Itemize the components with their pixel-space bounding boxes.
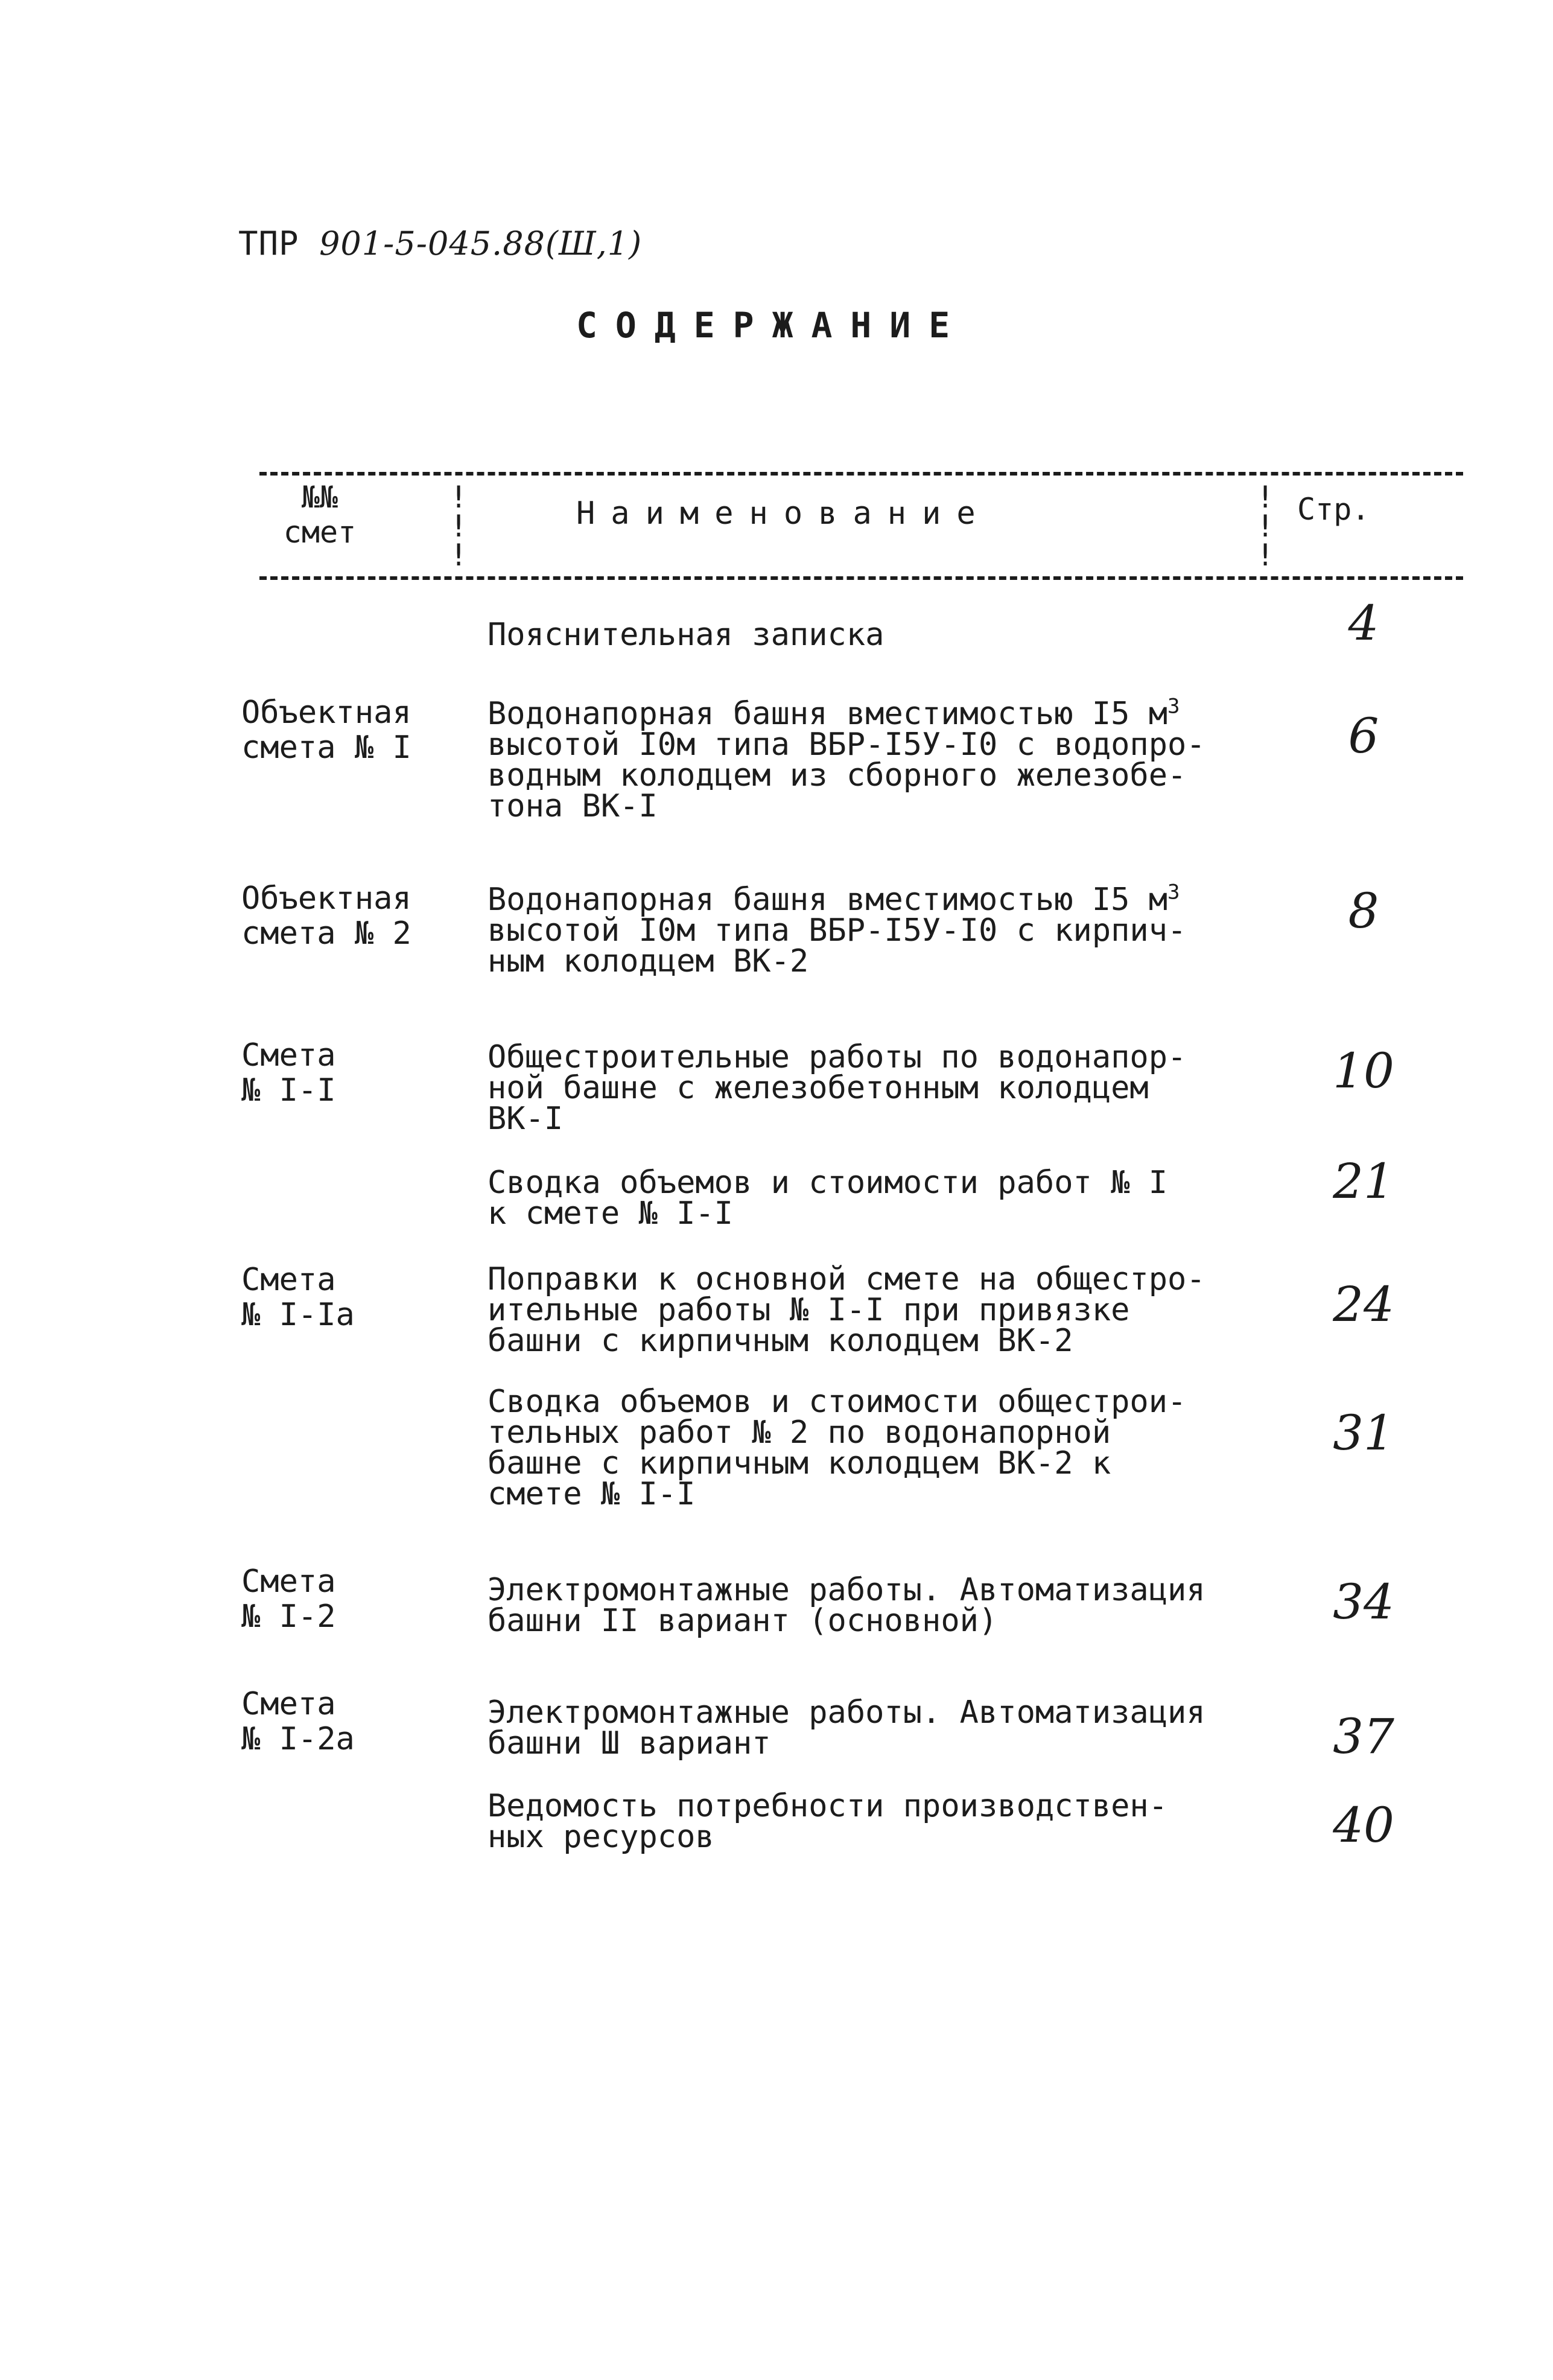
column-divider-left: ! ! ! [449, 480, 468, 573]
table-row-page: 8 [1348, 883, 1379, 939]
table-row-page: 6 [1348, 708, 1379, 764]
page-title: СОДЕРЖАНИЕ [576, 305, 968, 346]
table-header-rule [259, 576, 1463, 580]
table-row-name [487, 694, 1272, 824]
column-header-code: №№ смет [283, 480, 357, 550]
table-row-page: 24 [1333, 1276, 1394, 1332]
table-row-name-line1: Водонапорная башня вместимостью I5 м [487, 696, 1168, 732]
column-header-name: Наименование [576, 495, 991, 532]
table-top-rule [259, 472, 1463, 476]
document-number: 901-5-045.88(Ш,1) [319, 224, 643, 262]
table-row-code: Объектная смета № 2 [241, 880, 411, 952]
table-row-code: Объектная смета № I [241, 695, 411, 766]
table-row-name-rest: высотой I0м типа ВБР-I5У-I0 с водопро- водным колодцем из сборного железобе- тона ВК-I [487, 727, 1205, 824]
table-row-page: 21 [1333, 1153, 1394, 1209]
table-row-name-rest: высотой I0м типа ВБР-I5У-I0 с кирпич- ным колодцем ВК-2 [487, 912, 1187, 979]
table-row-page: 4 [1348, 595, 1379, 651]
table-row-page: 37 [1333, 1708, 1394, 1764]
table-row-code: Смета № I-Iа [241, 1262, 355, 1333]
table-row-name: Пояснительная записка [487, 617, 884, 653]
table-row-name: Электромонтажные работы. Автоматизация башни II вариант (основной) [487, 1572, 1205, 1639]
superscript: 3 [1167, 694, 1180, 719]
table-row-code: Смета № I-I [241, 1037, 336, 1109]
table-row-page: 34 [1333, 1574, 1394, 1630]
superscript: 3 [1167, 880, 1180, 905]
table-row-name [487, 880, 1272, 979]
table-row-page: 40 [1333, 1797, 1394, 1853]
column-divider-right: ! ! ! [1256, 480, 1275, 573]
document-prefix: ТПР [238, 224, 299, 262]
table-row-name: Сводка объемов и стоимости общестрои- тельных работ № 2 по водонапорной башне с кирпичным колодцем ВК-2 к смете № I-I [487, 1384, 1187, 1512]
table-row-page: 31 [1333, 1405, 1394, 1461]
table-row-name: Сводка объемов и стоимости работ № I к смете № I-I [487, 1165, 1168, 1232]
table-row-page: 10 [1333, 1043, 1394, 1099]
table-row-name: Поправки к основной смете на общестро- ительные работы № I-I при привязке башни с кирпичным колодцем ВК-2 [487, 1261, 1205, 1359]
table-row-code: Смета № I-2а [241, 1686, 355, 1757]
table-row-code: Смета № I-2 [241, 1564, 336, 1635]
column-header-page: Стр. [1297, 492, 1370, 527]
table-row-name: Электромонтажные работы. Автоматизация башни Ш вариант [487, 1694, 1205, 1761]
table-row-name: Общестроительные работы по водонапор- ной башне с железобетонным колодцем ВК-I [487, 1039, 1187, 1137]
table-row-name: Ведомость потребности производствен- ных ресурсов [487, 1788, 1168, 1855]
document-code [238, 224, 642, 262]
table-row-name-line1: Водонапорная башня вместимостью I5 м [487, 882, 1168, 918]
